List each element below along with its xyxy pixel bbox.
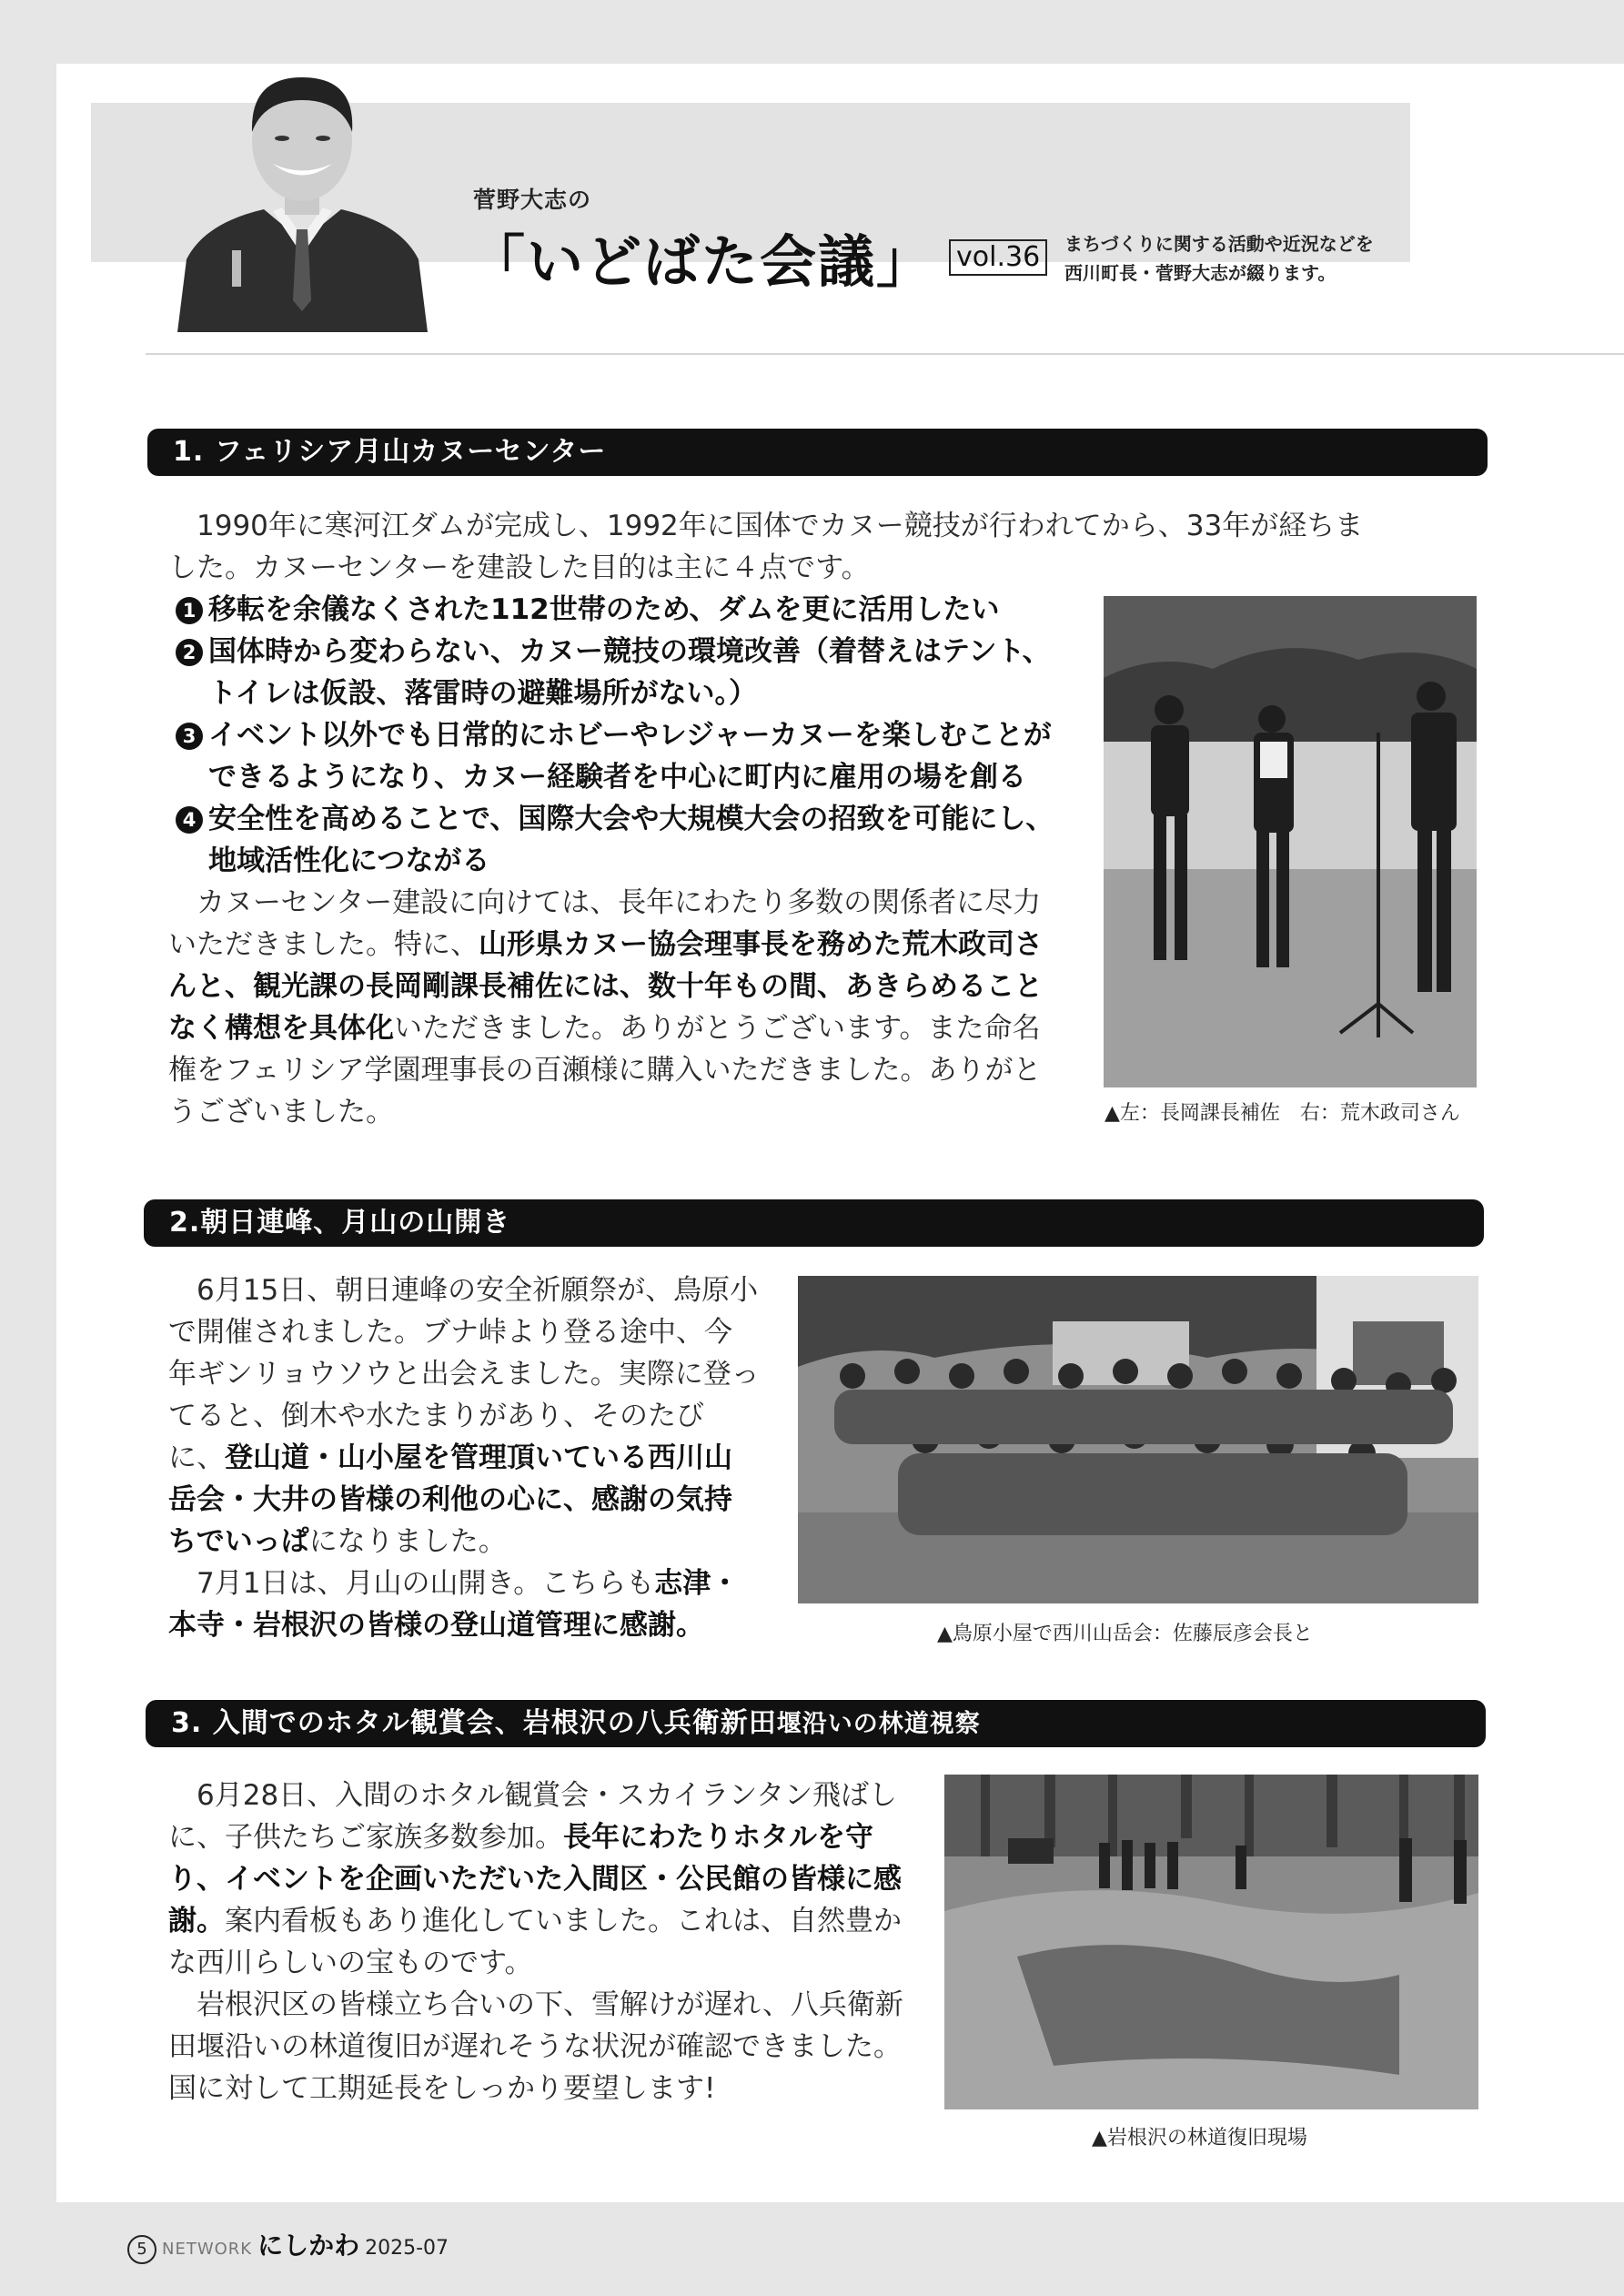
header-desc-line2: 西川町長・菅野大志が綴ります。 (1064, 262, 1337, 284)
section2-title-bar (144, 1199, 1484, 1247)
number-badge: 3 (176, 723, 203, 750)
section1-photo-caption: ▲左：長岡課長補佐 右：荒木政司さん (1105, 1102, 1460, 1125)
section3-body (168, 1775, 903, 2109)
purpose-item-4: 4 安全性を高めることで、国際大会や大規模大会の招致を可能にし、地域活性化につながる (168, 798, 1064, 882)
number-badge: 2 (176, 639, 203, 666)
section3-photo-caption: ▲岩根沢の林道復旧現場 (1092, 2127, 1307, 2149)
footer-network: NETWORK (162, 2240, 253, 2259)
mountain-opening-group-photo (798, 1276, 1478, 1603)
section3-paragraph1: 6月28日、入間のホタル観賞会・スカイランタン飛ばしに、子供たちご家族多数参加。長年にわたりホタルを守り、イベントを企画いただいた入間区・公民館の皆様に感謝。案内看板もあり進化していました。これは、自然豊かな西川らしいの宝ものです。 (168, 1779, 902, 1979)
number-badge: 1 (176, 597, 203, 624)
footer-publication-name: にしかわ (257, 2230, 360, 2261)
section2-photo-caption: ▲鳥原小屋で西川山岳会：佐藤辰彦会長と (937, 1623, 1313, 1645)
section3-title-suffix: 堰沿いの林道視察 (776, 1710, 981, 1738)
purpose-item-2: 2 国体時から変わらない、カヌー競技の環境改善（着替えはテント、トイレは仮設、落雷時の避難場所がない。） (168, 631, 1064, 714)
number-badge: 4 (176, 806, 203, 834)
section1-intro-line1: 1990年に寒河江ダムが完成し、1992年に国体でカヌー競技が行われてから、33年が経ちま (197, 510, 1364, 542)
section2-paragraph2: 7月1日は、月山の山開き。こちらも志津・本寺・岩根沢の皆様の登山道管理に感謝。 (168, 1567, 740, 1642)
canoe-center-photo (1104, 596, 1477, 1087)
page-footer (127, 2226, 449, 2264)
purpose-item-3: 3 イベント以外でも日常的にホビーやレジャーカヌーを楽しむことができるようになり、カヌー経験者を中心に町内に雇用の場を創る (168, 714, 1064, 798)
section1-intro-line2: した。カヌーセンターを建設した目的は主に４点です。 (168, 551, 870, 584)
page-number: 5 (127, 2235, 156, 2264)
section3-title-bar (146, 1700, 1486, 1747)
footer-date: 2025-07 (365, 2237, 449, 2260)
header-title: 「いどばた会議」 (469, 228, 935, 295)
section1-title: 1. フェリシア月山カヌーセンター (173, 436, 607, 468)
purpose-item-1: 1 移転を余儀なくされた112世帯のため、ダムを更に活用したい (168, 589, 1064, 631)
mayor-portrait (177, 73, 428, 332)
section1-intro (168, 505, 1478, 589)
section2-paragraph1: 6月15日、朝日連峰の安全祈願祭が、鳥原小で開催されました。ブナ峠より登る途中、今年ギンリョウソウと出会えました。実際に登ってると、倒木や水たまりがあり、そのたびに、登山道・山小屋を管理頂いている西川山岳会・大井の皆様の利他の心に、感謝の気持ちでいっぱになりました。 (168, 1274, 760, 1558)
header-desc-line1: まちづくりに関する活動や近況などを (1064, 233, 1374, 255)
forest-road-photo (944, 1775, 1478, 2109)
header-subtitle: 菅野大志の (473, 187, 592, 213)
header-description (1064, 229, 1374, 288)
section1-paragraph2: カヌーセンター建設に向けては、長年にわたり多数の関係者に尽力いただきました。特に、山形県カヌー協会理事長を務めた荒木政司さんと、観光課の長岡剛課長補佐には、数十年もの間、あきらめることなく構想を具体化いただきました。ありがとうございます。また命名権をフェリシア学園理事長の百瀬様に購入いただきました。ありがとうございました。 (168, 886, 1043, 1128)
section2-body (168, 1269, 760, 1646)
section3-paragraph2: 岩根沢区の皆様立ち合いの下、雪解けが遅れ、八兵衛新田堰沿いの林道復旧が遅れそうな状況が確認できました。国に対して工期延長をしっかり要望します! (168, 1988, 903, 2105)
section1-body (168, 589, 1064, 1133)
header-divider (146, 353, 1624, 355)
section1-title-bar (147, 429, 1488, 476)
section3-title: 3. 入間でのホタル観賞会、岩根沢の八兵衛新田 (171, 1707, 777, 1739)
section2-title: 2.朝日連峰、月山の山開き (169, 1207, 511, 1239)
volume-badge: vol.36 (949, 239, 1047, 276)
